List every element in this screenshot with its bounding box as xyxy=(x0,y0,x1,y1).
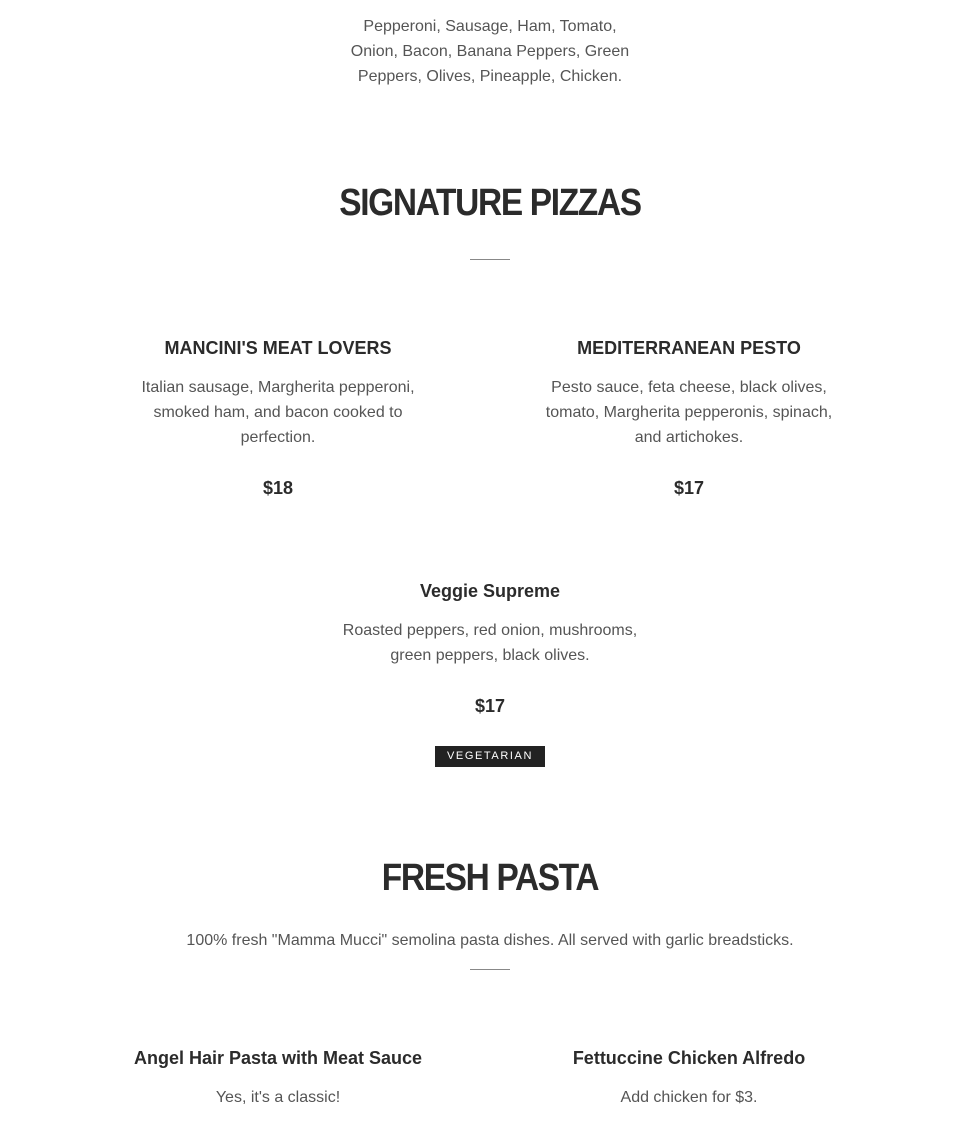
menu-item-mediterranean-pesto xyxy=(539,337,839,499)
item-name: Angel Hair Pasta with Meat Sauce xyxy=(133,1048,423,1068)
item-description: Yes, it's a classic! xyxy=(215,1089,341,1106)
item-name: Fettuccine Chicken Alfredo xyxy=(572,1048,806,1068)
menu-item-veggie-supreme xyxy=(340,580,640,767)
item-price: $18 xyxy=(262,478,294,498)
item-price: $17 xyxy=(673,478,705,498)
item-description: Italian sausage, Margherita pepperoni, smoked ham, and bacon cooked to perfection. xyxy=(141,379,415,446)
signature-pizzas-heading: SIGNATURE PIZZAS xyxy=(339,182,641,224)
item-name: MEDITERRANEAN PESTO xyxy=(577,338,801,358)
fresh-pasta-heading: FRESH PASTA xyxy=(381,857,599,899)
item-description: Roasted peppers, red onion, mushrooms, green peppers, black olives. xyxy=(342,622,638,664)
item-price: $17 xyxy=(474,696,506,716)
item-description: Add chicken for $3. xyxy=(620,1089,758,1106)
item-name: Veggie Supreme xyxy=(419,581,561,601)
menu-item-meat-lovers xyxy=(128,337,428,499)
pasta-subtitle: 100% fresh "Mamma Mucci" semolina pasta dishes. All served with garlic breadsticks. xyxy=(186,932,794,949)
menu-item-angel-hair xyxy=(103,1047,453,1110)
vegetarian-badge: VEGETARIAN xyxy=(435,746,545,767)
section-divider xyxy=(470,969,510,970)
item-name: MANCINI'S MEAT LOVERS xyxy=(164,338,392,358)
section-divider xyxy=(470,259,510,260)
toppings-list: Pepperoni, Sausage, Ham, Tomato, Onion, Bacon, Banana Peppers, Green Peppers, Olives, Pineapple, Chicken. xyxy=(350,18,630,85)
item-description: Pesto sauce, feta cheese, black olives, tomato, Margherita pepperonis, spinach, and artichokes. xyxy=(545,379,833,446)
menu-item-fettuccine-alfredo xyxy=(514,1047,864,1110)
